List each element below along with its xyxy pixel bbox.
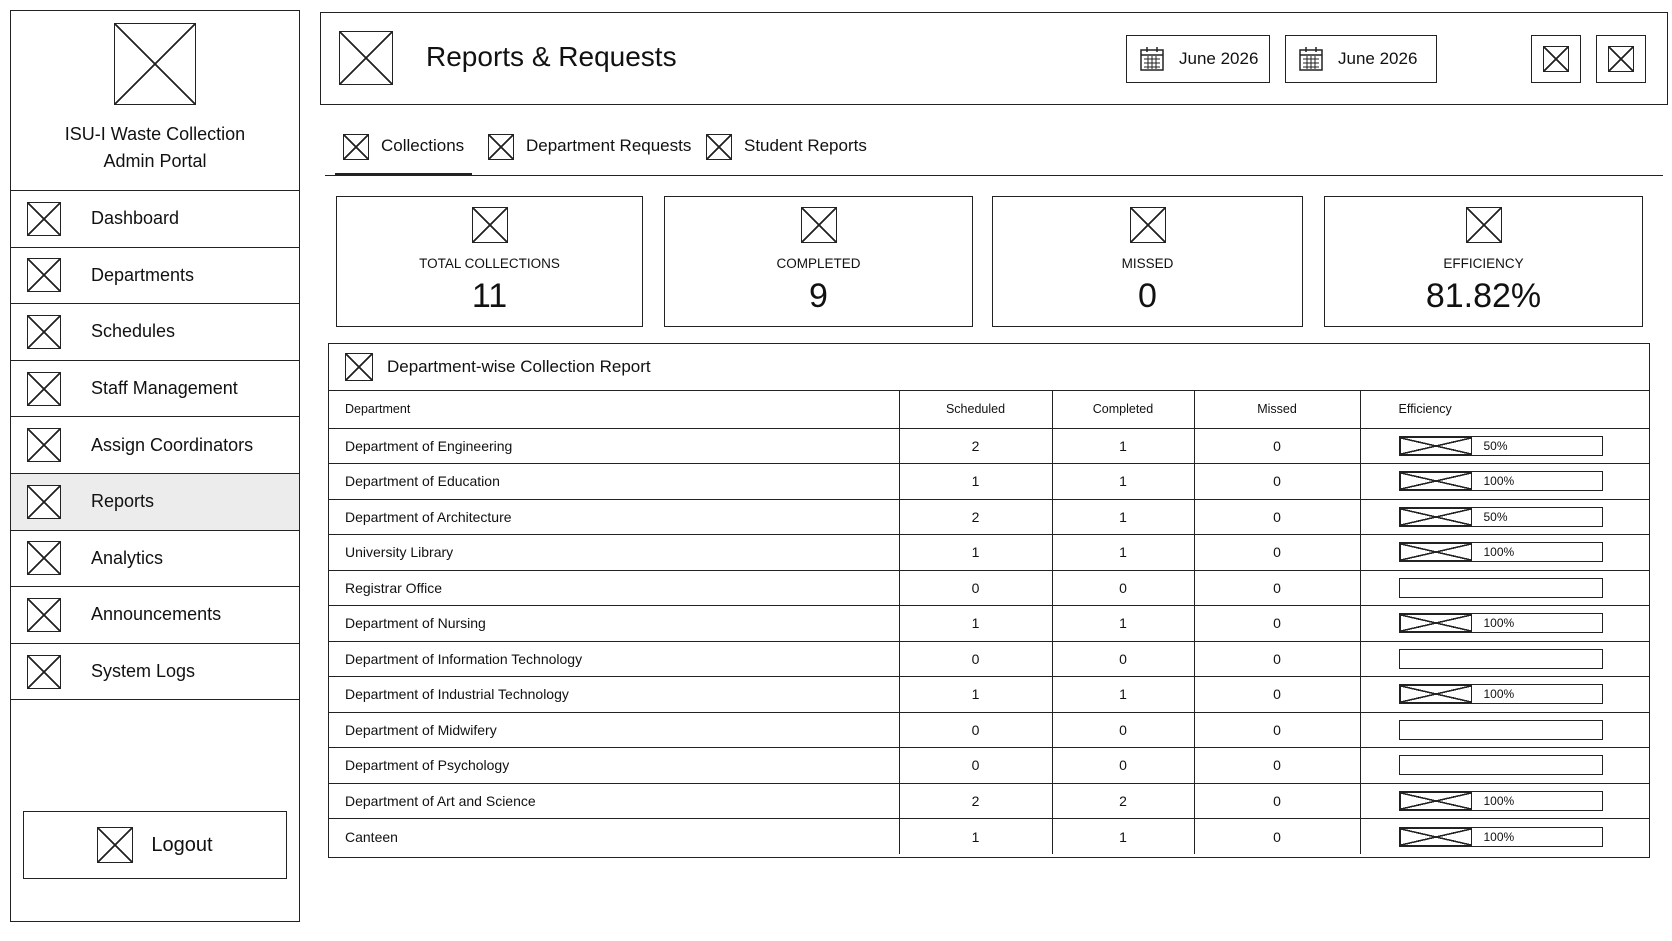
- stat-value: 9: [809, 277, 828, 315]
- tab-department-requests[interactable]: [488, 136, 691, 174]
- logout-icon: [97, 827, 133, 863]
- efficiency-bar: [1399, 578, 1603, 598]
- efficiency-value: 100%: [1483, 829, 1515, 844]
- cell-department: Department of Industrial Technology: [329, 677, 899, 713]
- efficiency-value: 100%: [1483, 616, 1515, 631]
- logout-label: Logout: [151, 833, 213, 856]
- tab-student-reports[interactable]: [706, 136, 867, 174]
- student-reports-tab-icon: [706, 134, 732, 160]
- efficiency-bar: [1399, 436, 1603, 456]
- table-row: [329, 499, 1649, 535]
- stat-card-missed: [992, 196, 1303, 327]
- cell-scheduled: 2: [899, 499, 1052, 535]
- table-row: [329, 606, 1649, 642]
- cell-department: Canteen: [329, 819, 899, 855]
- sidebar-item-analytics[interactable]: [11, 531, 299, 588]
- efficiency-bar: [1399, 684, 1603, 704]
- table-row: [329, 641, 1649, 677]
- date-from-label: June 2026: [1179, 49, 1259, 68]
- cell-completed: 0: [1052, 570, 1194, 606]
- efficiency-bar: [1399, 542, 1603, 562]
- cell-scheduled: 1: [899, 819, 1052, 855]
- stat-label: COMPLETED: [776, 256, 861, 271]
- sidebar-item-system-logs[interactable]: [11, 644, 299, 701]
- page-header: [320, 12, 1668, 105]
- staff-management-icon: [27, 372, 61, 406]
- report-header: [329, 344, 1649, 391]
- page-title: Reports & Requests: [426, 41, 677, 72]
- cell-department: Registrar Office: [329, 570, 899, 606]
- cell-scheduled: 2: [899, 783, 1052, 819]
- table-row: [329, 712, 1649, 748]
- cell-missed: 0: [1194, 641, 1360, 677]
- table-row: [329, 819, 1649, 855]
- efficiency-value: 100%: [1483, 545, 1515, 560]
- stat-label: TOTAL COLLECTIONS: [419, 256, 560, 271]
- department-requests-tab-icon: [488, 134, 514, 160]
- sidebar-item-label: Analytics: [91, 547, 164, 568]
- calendar-icon: [1298, 46, 1324, 72]
- cell-completed: 1: [1052, 606, 1194, 642]
- sidebar-item-label: Dashboard: [91, 208, 180, 229]
- header-action-button-1[interactable]: [1531, 35, 1581, 83]
- sidebar-item-label: Announcements: [91, 604, 222, 625]
- cell-department: Department of Midwifery: [329, 712, 899, 748]
- table-row: [329, 748, 1649, 784]
- collection-report: [328, 343, 1650, 858]
- completed-icon: [801, 207, 837, 243]
- cell-missed: 0: [1194, 677, 1360, 713]
- cell-scheduled: 1: [899, 464, 1052, 500]
- cell-missed: 0: [1194, 570, 1360, 606]
- efficiency-bar-fill-icon: [1400, 828, 1472, 846]
- tab-label: Student Reports: [744, 136, 867, 155]
- cell-department: Department of Art and Science: [329, 783, 899, 819]
- cell-completed: 1: [1052, 464, 1194, 500]
- cell-department: University Library: [329, 535, 899, 571]
- column-header-completed: Completed: [1052, 391, 1194, 428]
- analytics-icon: [27, 541, 61, 575]
- efficiency-bar: [1399, 649, 1603, 669]
- sidebar-item-label: System Logs: [91, 661, 196, 682]
- efficiency-bar-fill-icon: [1400, 437, 1472, 455]
- brand: [11, 11, 299, 191]
- cell-completed: 1: [1052, 428, 1194, 464]
- dashboard-icon: [27, 202, 61, 236]
- efficiency-bar: [1399, 791, 1603, 811]
- header-action-button-2[interactable]: [1596, 35, 1646, 83]
- cell-department: Department of Education: [329, 464, 899, 500]
- sidebar-item-dashboard[interactable]: [11, 191, 299, 248]
- cell-scheduled: 0: [899, 641, 1052, 677]
- efficiency-value: 50%: [1483, 509, 1508, 524]
- efficiency-value: 100%: [1483, 474, 1515, 489]
- assign-coordinators-icon: [27, 428, 61, 462]
- reports-icon: [27, 485, 61, 519]
- sidebar-item-schedules[interactable]: [11, 304, 299, 361]
- placeholder-icon: [1608, 46, 1634, 72]
- sidebar-item-staff-management[interactable]: [11, 361, 299, 418]
- report-icon: [345, 353, 373, 381]
- efficiency-bar: [1399, 755, 1603, 775]
- cell-department: Department of Information Technology: [329, 641, 899, 677]
- sidebar-item-assign-coordinators[interactable]: [11, 417, 299, 474]
- cell-department: Department of Architecture: [329, 499, 899, 535]
- calendar-icon: [1139, 46, 1165, 72]
- cell-completed: 2: [1052, 783, 1194, 819]
- cell-completed: 1: [1052, 499, 1194, 535]
- column-header-department: Department: [329, 391, 899, 428]
- sidebar-item-label: Departments: [91, 264, 195, 285]
- efficiency-value: 100%: [1483, 687, 1515, 702]
- cell-scheduled: 0: [899, 712, 1052, 748]
- cell-completed: 0: [1052, 748, 1194, 784]
- cell-efficiency: [1360, 606, 1649, 642]
- cell-completed: 1: [1052, 535, 1194, 571]
- table-row: [329, 535, 1649, 571]
- cell-missed: 0: [1194, 464, 1360, 500]
- cell-efficiency: [1360, 570, 1649, 606]
- cell-missed: 0: [1194, 748, 1360, 784]
- sidebar-item-departments[interactable]: [11, 248, 299, 305]
- cell-scheduled: 1: [899, 606, 1052, 642]
- cell-efficiency: [1360, 819, 1649, 855]
- stat-value: 81.82%: [1425, 277, 1542, 315]
- cell-missed: 0: [1194, 783, 1360, 819]
- stat-value: 11: [471, 277, 508, 315]
- stat-card-efficiency: [1324, 196, 1643, 327]
- efficiency-bar: [1399, 471, 1603, 491]
- sidebar-item-reports[interactable]: [11, 474, 299, 531]
- efficiency-bar-fill-icon: [1400, 543, 1472, 561]
- page-icon: [339, 31, 393, 85]
- efficiency-bar: [1399, 507, 1603, 527]
- efficiency-bar: [1399, 720, 1603, 740]
- sidebar-item-label: Assign Coordinators: [91, 434, 254, 455]
- app-name: ISU-I Waste Collection: [64, 124, 246, 144]
- stat-card-total-collections: [336, 196, 643, 327]
- cell-efficiency: [1360, 535, 1649, 571]
- efficiency-bar-fill-icon: [1400, 508, 1472, 526]
- cell-completed: 0: [1052, 712, 1194, 748]
- logo-placeholder-icon: [114, 23, 196, 105]
- tab-label: Department Requests: [526, 136, 692, 155]
- cell-efficiency: [1360, 641, 1649, 677]
- table-row: [329, 464, 1649, 500]
- collections-tab-icon: [343, 134, 369, 160]
- sidebar-item-announcements[interactable]: [11, 587, 299, 644]
- app-subtitle: Admin Portal: [103, 151, 207, 171]
- placeholder-icon: [1543, 46, 1569, 72]
- report-title: Department-wise Collection Report: [387, 357, 651, 376]
- cell-scheduled: 0: [899, 570, 1052, 606]
- cell-efficiency: [1360, 748, 1649, 784]
- sidebar-item-label: Reports: [91, 491, 155, 512]
- efficiency-value: 50%: [1483, 438, 1508, 453]
- cell-completed: 1: [1052, 677, 1194, 713]
- table-row: [329, 428, 1649, 464]
- cell-scheduled: 1: [899, 535, 1052, 571]
- sidebar-nav: [11, 191, 299, 700]
- efficiency-bar-fill-icon: [1400, 792, 1472, 810]
- column-header-scheduled: Scheduled: [899, 391, 1052, 428]
- sidebar-item-label: Schedules: [91, 321, 176, 342]
- column-header-missed: Missed: [1194, 391, 1360, 428]
- cell-scheduled: 1: [899, 677, 1052, 713]
- cell-missed: 0: [1194, 819, 1360, 855]
- efficiency-bar-fill-icon: [1400, 614, 1472, 632]
- cell-efficiency: [1360, 783, 1649, 819]
- cell-efficiency: [1360, 712, 1649, 748]
- cell-department: Department of Engineering: [329, 428, 899, 464]
- efficiency-value: 100%: [1483, 793, 1515, 808]
- efficiency-bar: [1399, 613, 1603, 633]
- system-logs-icon: [27, 655, 61, 689]
- cell-missed: 0: [1194, 712, 1360, 748]
- cell-efficiency: [1360, 677, 1649, 713]
- cell-efficiency: [1360, 428, 1649, 464]
- tab-label: Collections: [381, 136, 465, 155]
- report-table: [329, 391, 1649, 854]
- report-tabs: [325, 126, 1663, 176]
- cell-missed: 0: [1194, 428, 1360, 464]
- efficiency-icon: [1466, 207, 1502, 243]
- efficiency-bar-fill-icon: [1400, 685, 1472, 703]
- efficiency-bar-fill-icon: [1400, 472, 1472, 490]
- announcements-icon: [27, 598, 61, 632]
- missed-icon: [1130, 207, 1166, 243]
- cell-completed: 1: [1052, 819, 1194, 855]
- date-to-label: June 2026: [1338, 49, 1418, 68]
- cell-completed: 0: [1052, 641, 1194, 677]
- column-header-efficiency: Efficiency: [1360, 391, 1649, 428]
- table-row: [329, 783, 1649, 819]
- cell-scheduled: 2: [899, 428, 1052, 464]
- cell-department: Department of Nursing: [329, 606, 899, 642]
- cell-missed: 0: [1194, 535, 1360, 571]
- stat-label: EFFICIENCY: [1443, 256, 1524, 271]
- cell-scheduled: 0: [899, 748, 1052, 784]
- table-header-row: [329, 391, 1649, 428]
- total-collections-icon: [472, 207, 508, 243]
- logout-button[interactable]: [23, 811, 287, 879]
- stat-card-completed: [664, 196, 973, 327]
- schedules-icon: [27, 315, 61, 349]
- sidebar-item-label: Staff Management: [91, 378, 238, 399]
- cell-missed: 0: [1194, 606, 1360, 642]
- stat-label: MISSED: [1121, 256, 1174, 271]
- efficiency-bar: [1399, 827, 1603, 847]
- table-row: [329, 677, 1649, 713]
- date-to-picker[interactable]: [1285, 35, 1437, 83]
- cell-missed: 0: [1194, 499, 1360, 535]
- departments-icon: [27, 258, 61, 292]
- cell-efficiency: [1360, 464, 1649, 500]
- table-body: [329, 428, 1649, 854]
- cell-department: Department of Psychology: [329, 748, 899, 784]
- sidebar: [10, 10, 300, 922]
- table-row: [329, 570, 1649, 606]
- tab-collections[interactable]: [335, 136, 472, 176]
- date-from-picker[interactable]: [1126, 35, 1270, 83]
- stat-value: 0: [1138, 277, 1157, 315]
- cell-efficiency: [1360, 499, 1649, 535]
